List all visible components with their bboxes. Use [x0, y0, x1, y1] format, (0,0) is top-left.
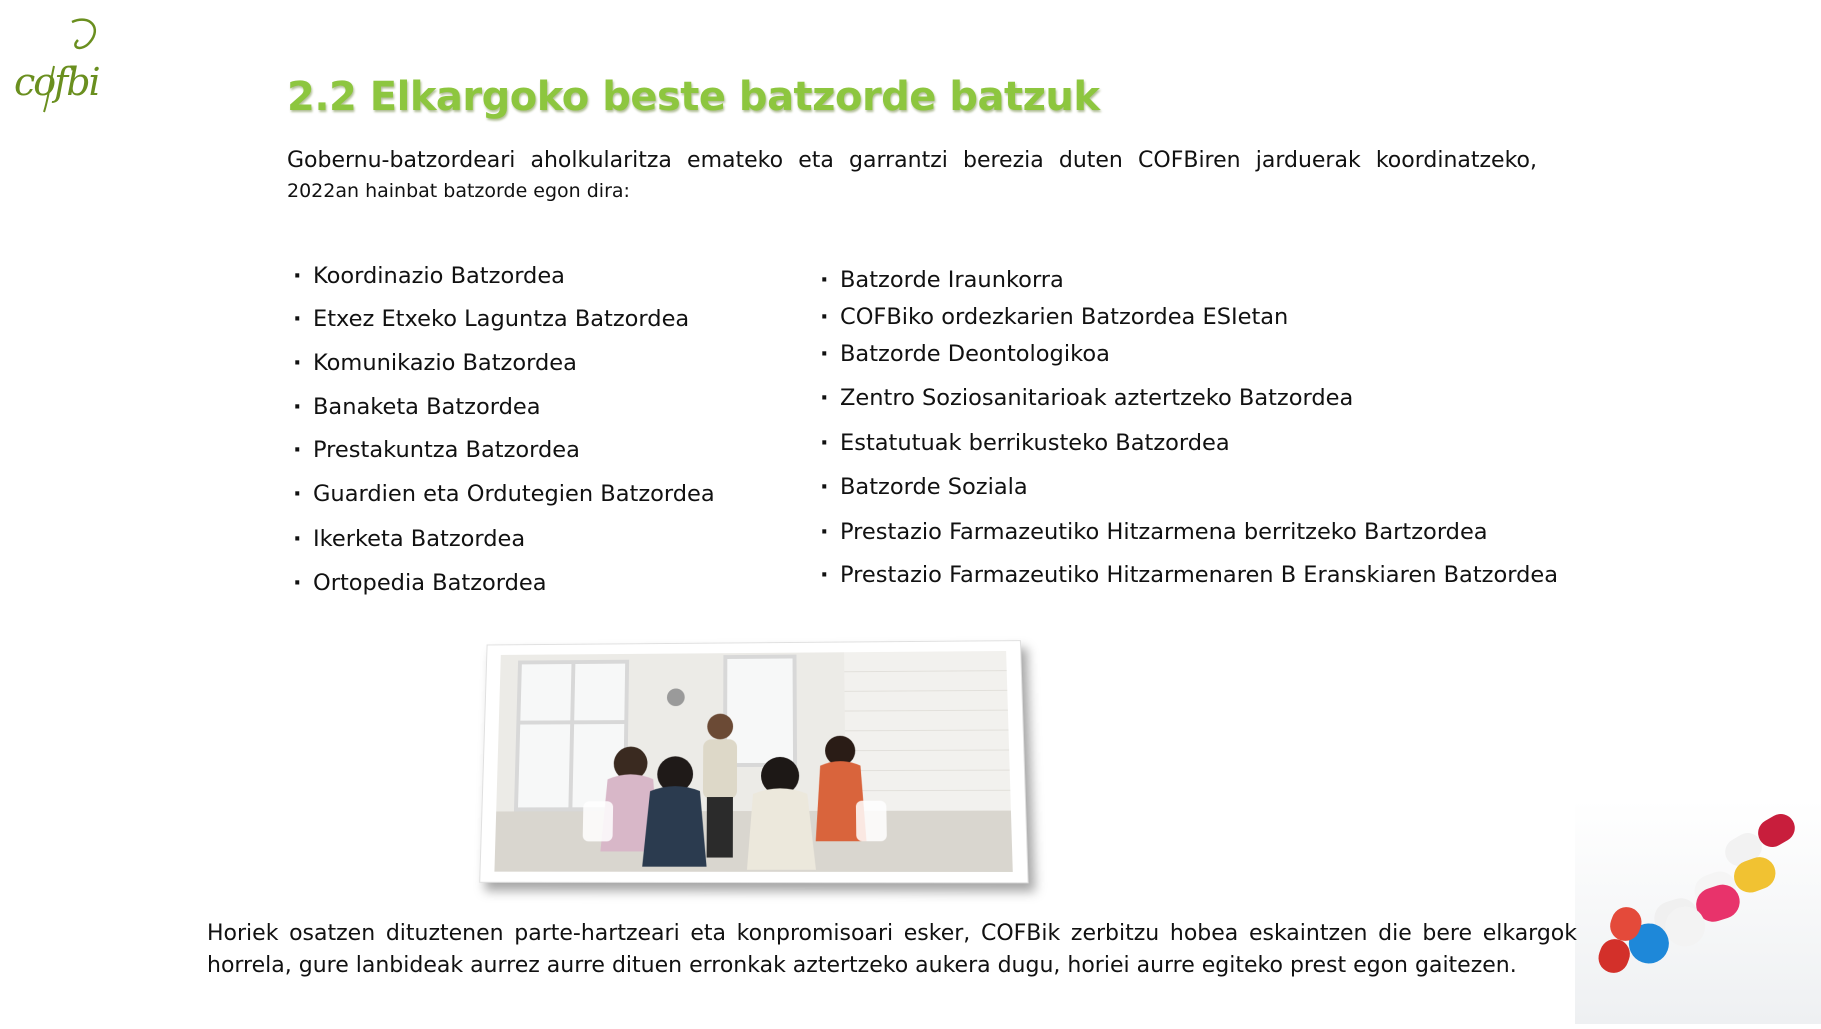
bullet-icon: · — [820, 519, 840, 545]
committee-list-right — [820, 267, 1620, 607]
capsules-icon — [1575, 800, 1821, 1024]
bullet-icon: · — [820, 562, 840, 588]
meeting-illustration — [494, 651, 1012, 872]
list-item: · Guardien eta Ordutegien Batzordea — [293, 481, 715, 507]
group-meeting-photo — [479, 640, 1028, 883]
footer-line-1: Horiek osatzen dituztenen parte-hartzeari eta konpromisoari esker, COFBik zerbitzu hobea eskaintzen die bere elkargok — [207, 918, 1577, 950]
bullet-icon: · — [293, 437, 313, 463]
bullet-icon: · — [293, 570, 313, 596]
bullet-icon: · — [293, 263, 313, 289]
list-item: · Banaketa Batzordea — [293, 394, 541, 420]
bullet-icon: · — [293, 350, 313, 376]
intro-line-1: Gobernu-batzordeari aholkularitza emateko eta garrantzi berezia duten COFBiren jarduerak koordinatzeko, — [287, 146, 1537, 176]
list-item: · Batzorde Iraunkorra — [820, 267, 1064, 293]
logo-text: cofbi — [14, 60, 99, 104]
list-item: · Etxez Etxeko Laguntza Batzordea — [293, 306, 689, 332]
bullet-icon: · — [820, 430, 840, 456]
list-item: · Batzorde Soziala — [820, 474, 1028, 500]
list-item: · Zentro Soziosanitarioak aztertzeko Batzordea — [820, 385, 1353, 411]
list-item: · Prestakuntza Batzordea — [293, 437, 580, 463]
bullet-icon: · — [293, 306, 313, 332]
intro-paragraph — [287, 146, 1537, 206]
bullet-icon: · — [820, 385, 840, 411]
list-item: · Komunikazio Batzordea — [293, 350, 577, 376]
list-item: · Prestazio Farmazeutiko Hitzarmenaren B Eranskiaren Batzordea — [820, 562, 1558, 588]
cofbi-logo — [10, 14, 106, 114]
list-item: · Batzorde Deontologikoa — [820, 341, 1110, 367]
bullet-icon: · — [820, 267, 840, 293]
list-item: · COFBiko ordezkarien Batzordea ESIetan — [820, 304, 1288, 330]
footer-line-2: horrela, gure lanbideak aurrez aurre dituen erronkak aztertzeko aukera dugu, horiei aurre egiteko prest egon gaitezen. — [207, 950, 1577, 982]
bullet-icon: · — [293, 394, 313, 420]
footer-paragraph — [207, 918, 1577, 982]
list-item: · Ikerketa Batzordea — [293, 526, 525, 552]
committee-list-left — [293, 263, 793, 603]
list-item: · Estatutuak berrikusteko Batzordea — [820, 430, 1230, 456]
bullet-icon: · — [820, 341, 840, 367]
bullet-icon: · — [293, 526, 313, 552]
list-item: · Koordinazio Batzordea — [293, 263, 565, 289]
bullet-icon: · — [293, 481, 313, 507]
list-item: · Ortopedia Batzordea — [293, 570, 547, 596]
pills-image — [1575, 800, 1821, 1024]
list-item: · Prestazio Farmazeutiko Hitzarmena berritzeko Bartzordea — [820, 519, 1488, 545]
intro-line-2: 2022an hainbat batzorde egon dira: — [287, 176, 1537, 206]
bullet-icon: · — [820, 474, 840, 500]
page-title: 2.2 Elkargoko beste batzorde batzuk — [287, 74, 1099, 120]
bullet-icon: · — [820, 304, 840, 330]
